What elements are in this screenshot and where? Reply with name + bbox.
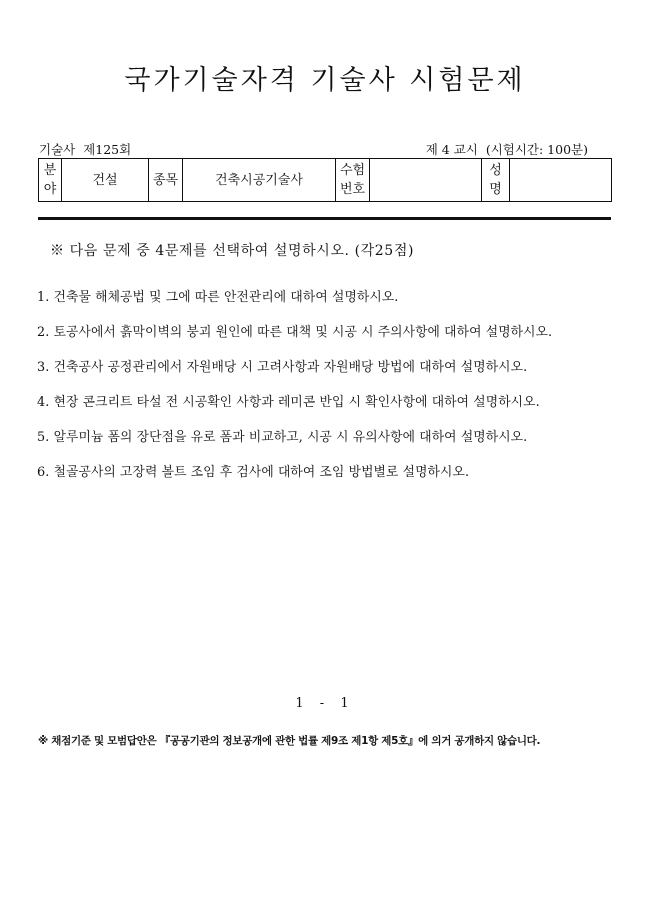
exam-meta [39, 140, 610, 158]
exam-info-table [38, 158, 612, 202]
question-item: 5. 알루미늄 폼의 장단점을 유로 폼과 비교하고, 시공 시 유의사항에 대하여 설명하시오. [37, 430, 528, 445]
session-info: 제 4 교시 (시험시간: 100분) [425, 142, 588, 157]
question-item: 3. 건축공사 공정관리에서 자원배당 시 고려사항과 자원배당 방법에 대하여 설명하시오. [37, 360, 528, 375]
instruction-text: ※ 다음 문제 중 4문제를 선택하여 설명하시오. (각25점) [50, 243, 415, 259]
page-number: 1 - 1 [295, 696, 355, 711]
exam-number-label: 수험 번호 [336, 159, 370, 202]
question-item: 4. 현장 콘크리트 타설 전 시공확인 사항과 레미콘 반입 시 확인사항에 대하여 설명하시오. [37, 395, 540, 410]
field-value: 건설 [62, 159, 149, 202]
field-label: 분 야 [39, 159, 62, 202]
name-field[interactable] [510, 159, 612, 202]
question-list [37, 290, 617, 500]
question-item: 1. 건축물 해체공법 및 그에 따른 안전관리에 대하여 설명하시오. [37, 290, 399, 305]
question-item: 6. 철골공사의 고장력 볼트 조임 후 검사에 대하여 조임 방법별로 설명하시오. [37, 465, 470, 480]
page-title: 국가기술자격 기술사 시험문제 [124, 65, 526, 96]
category-label: 종목 [149, 159, 183, 202]
name-label: 성 명 [482, 159, 510, 202]
question-item: 2. 토공사에서 흙막이벽의 붕괴 원인에 따른 대책 및 시공 시 주의사항에 대하여 설명하시오. [37, 325, 553, 340]
exam-round: 기술사 제125회 [39, 142, 132, 157]
section-divider [38, 217, 611, 220]
category-value: 건축시공기술사 [183, 159, 336, 202]
disclosure-notice: ※ 채점기준 및 모범답안은 『공공기관의 정보공개에 관한 법률 제9조 제1항 제5호』에 의거 공개하지 않습니다. [38, 735, 541, 747]
exam-number-field[interactable] [370, 159, 482, 202]
